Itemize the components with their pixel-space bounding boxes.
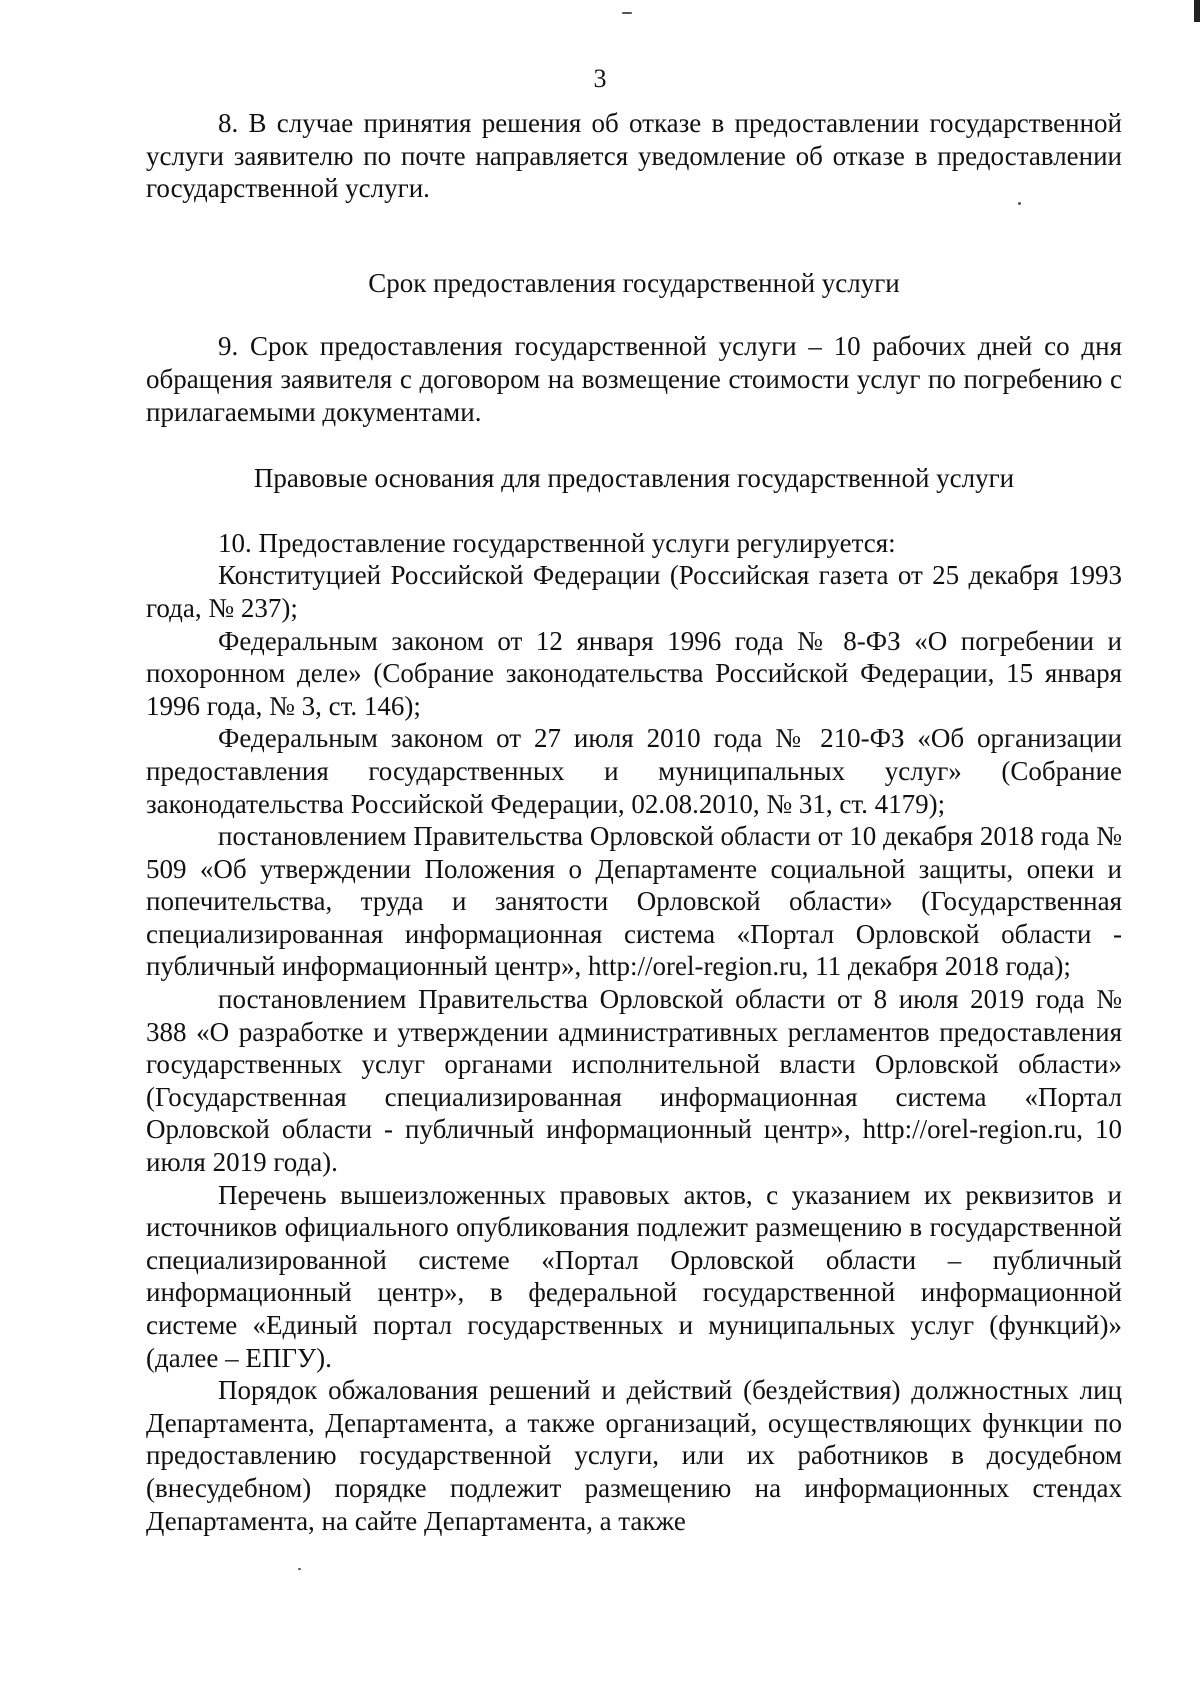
paragraph-appeal-procedure: Порядок обжалования решений и действий (бездействия) должностных лиц Департамента, Департамента, а также организаций, осуществляющих функции по предоставлению государственной услуги, или их работников в досудебном (внесудебном) порядке подлежит размещению на информационных стендах Департамента, на сайте Департамента, а также	[146, 1375, 1122, 1536]
paragraph-8: 8. В случае принятия решения об отказе в предоставлении государственной услуги заявителю по почте направляется уведомление об отказе в предоставлении государственной услуги.	[146, 108, 1122, 204]
page-number: 3	[593, 64, 607, 93]
paragraph-10-decree-509: постановлением Правительства Орловской области от 10 декабря 2018 года № 509 «Об утверждении Положения о Департаменте социальной защиты, опеки и попечительства, труда и занятости Орловской области» (Государственная специализированная информационная система «Портал Орловской области - публичный информационный центр», http://orel-region.ru, 11 декабря 2018 года);	[146, 821, 1122, 982]
paragraph-legal-acts-list: Перечень вышеизложенных правовых актов, с указанием их реквизитов и источников официального опубликования подлежит размещению в государственной специализированной системе «Портал Орловской области – публичный информационный центр», в федеральной государственной информационной системе «Единый портал государственных и муниципальных услуг (функций)» (далее – ЕПГУ).	[146, 1179, 1122, 1373]
scan-speck	[622, 12, 632, 14]
heading-legal-basis: Правовые основания для предоставления государственной услуги	[253, 463, 1015, 494]
paragraph-10-law-210fz: Федеральным законом от 27 июля 2010 года № 210-ФЗ «Об организации предоставления государственных и муниципальных услуг» (Собрание законодательства Российской Федерации, 02.08.2010, № 31, ст. 4179);	[146, 723, 1122, 819]
paragraph-10: 10. Предоставление государственной услуги регулируется:	[218, 527, 896, 558]
document-body	[146, 107, 1122, 1537]
paragraph-10-law-8fz: Федеральным законом от 12 января 1996 года № 8-ФЗ «О погребении и похоронном деле» (Собрание законодательства Российской Федерации, 15 января 1996 года, № 3, ст. 146);	[146, 625, 1122, 721]
paragraph-10-decree-388: постановлением Правительства Орловской области от 8 июля 2019 года № 388 «О разработке и утверждении административных регламентов предоставления государственных услуг органами исполнительной власти Орловской области» (Государственная специализированная информационная система «Портал Орловской области - публичный информационный центр», http://orel-region.ru, 10 июля 2019 года).	[146, 984, 1122, 1178]
paragraph-10-constitution: Конституцией Российской Федерации (Российская газета от 25 декабря 1993 года, № 237);	[146, 560, 1122, 623]
scan-edge-mark	[1194, 0, 1200, 22]
paragraph-9: 9. Срок предоставления государственной услуги – 10 рабочих дней со дня обращения заявителя с договором на возмещение стоимости услуг по погребению с прилагаемыми документами.	[146, 331, 1122, 427]
scan-speck	[298, 1568, 301, 1570]
heading-service-term: Срок предоставления государственной услуги	[368, 267, 900, 298]
scan-speck	[1018, 202, 1021, 205]
